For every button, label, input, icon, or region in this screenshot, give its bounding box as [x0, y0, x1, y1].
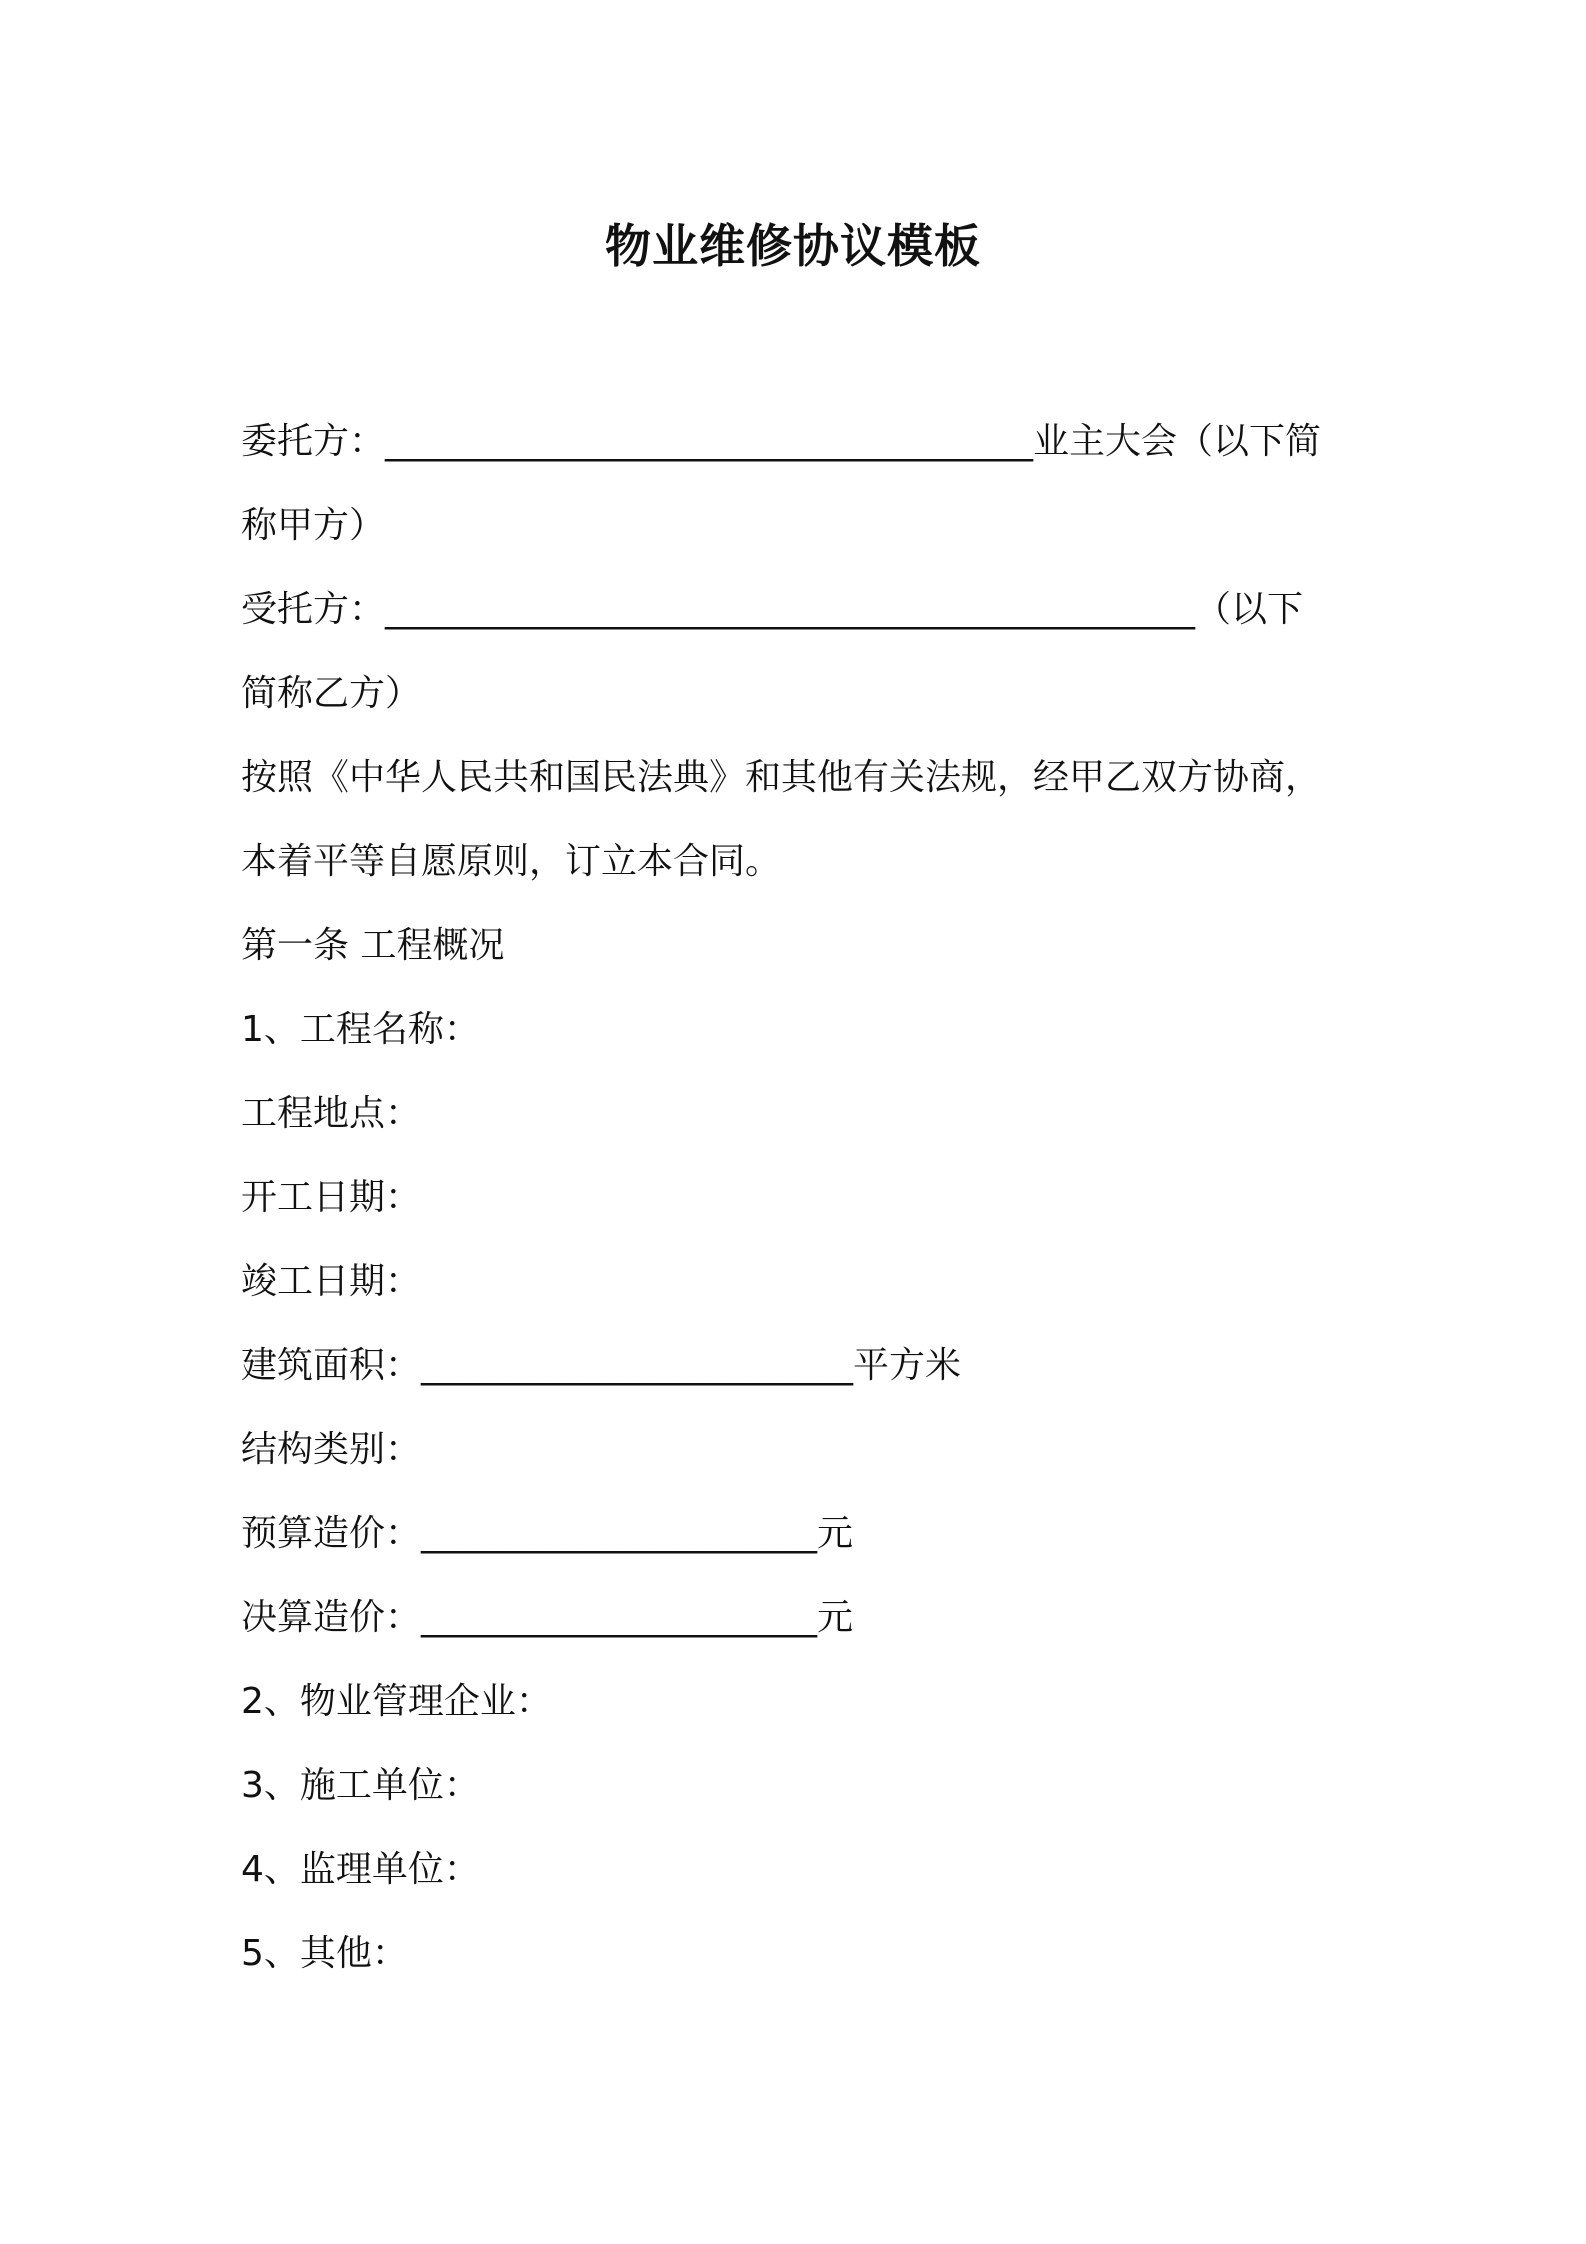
project-location-field: 工程地点： [241, 1093, 422, 1134]
budget-cost-field: 预算造价：______________________元 [241, 1513, 854, 1554]
structure-type-field: 结构类别： [241, 1429, 422, 1470]
client-party-line-2: 称甲方） [241, 505, 386, 546]
contractor-party-line-1: 受托方：_____________________________________________（以下 [241, 589, 1304, 630]
article-1-heading: 第一条 工程概况 [241, 925, 505, 966]
property-management-field: 2、物业管理企业： [241, 1681, 552, 1722]
preamble-line-2: 本着平等自愿原则，订立本合同。 [241, 841, 782, 882]
construction-unit-field: 3、施工单位： [241, 1765, 480, 1806]
other-field: 5、其他： [241, 1933, 408, 1974]
contractor-party-line-2: 简称乙方） [241, 673, 422, 714]
building-area-field: 建筑面积：________________________平方米 [241, 1345, 962, 1386]
preamble-line-1: 按照《中华人民共和国民法典》和其他有关法规，经甲乙双方协商， [241, 757, 1322, 798]
completion-date-field: 竣工日期： [241, 1261, 422, 1302]
project-name-field: 1、工程名称： [241, 1009, 480, 1050]
start-date-field: 开工日期： [241, 1177, 422, 1218]
document-body [241, 400, 1351, 1996]
supervision-unit-field: 4、监理单位： [241, 1849, 480, 1890]
document-title: 物业维修协议模板 [605, 219, 981, 273]
final-cost-field: 决算造价：______________________元 [241, 1597, 854, 1638]
client-party-line-1: 委托方：____________________________________业主大会（以下简 [241, 421, 1322, 462]
